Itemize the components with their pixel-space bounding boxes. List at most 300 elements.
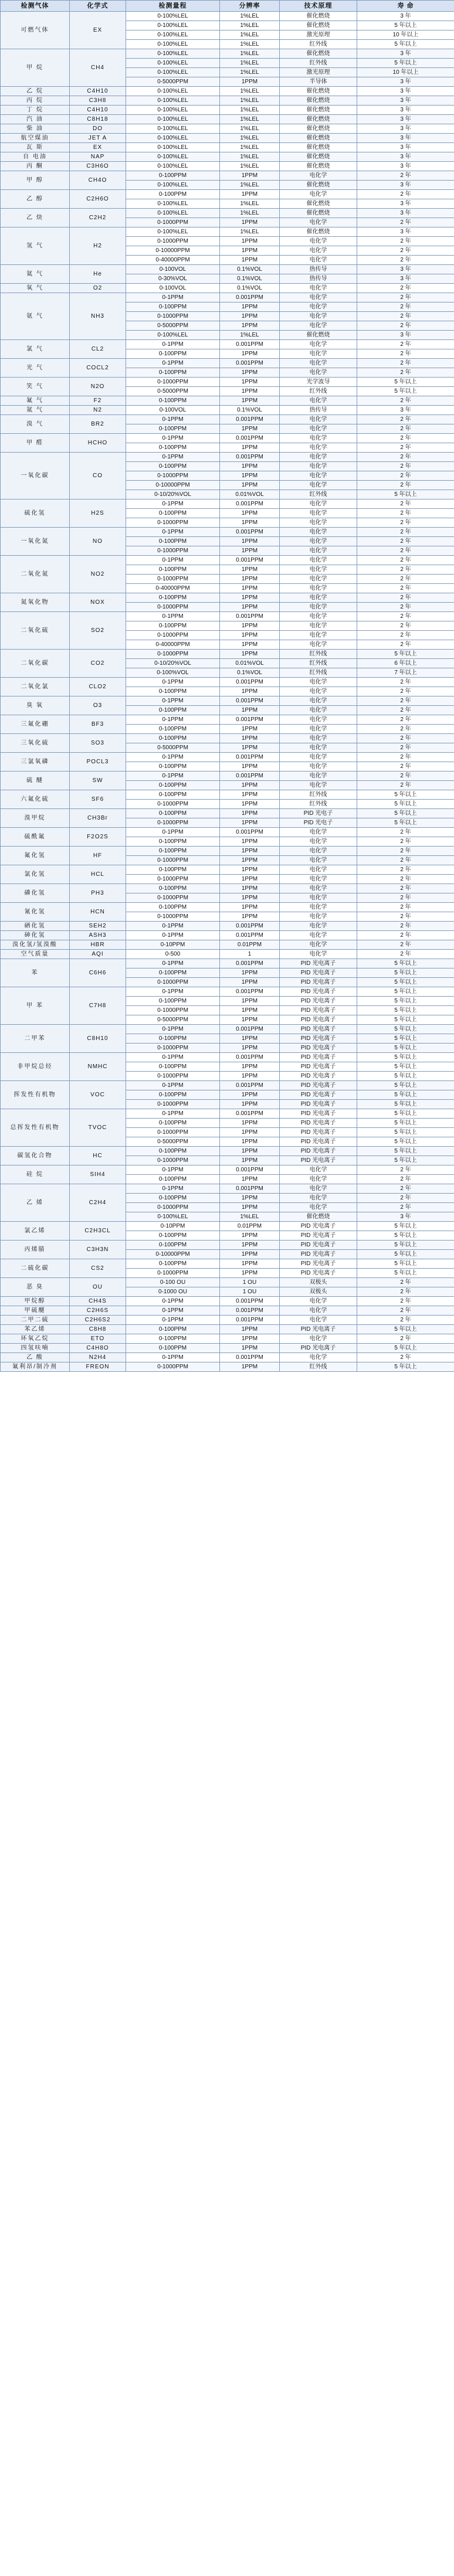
- table-row: [1, 950, 454, 959]
- cell-formula: C2H2: [70, 209, 126, 227]
- cell-lifetime: 5 年以上: [357, 490, 454, 499]
- cell-technology: 催化燃烧: [280, 21, 357, 30]
- cell-technology: 电化学: [280, 1306, 357, 1316]
- cell-resolution: 1PPM: [220, 537, 280, 546]
- cell-resolution: 1PPM: [220, 1147, 280, 1156]
- cell-technology: 电化学: [280, 237, 357, 246]
- cell-technology: 催化燃烧: [280, 199, 357, 209]
- cell-range: 0-100PPM: [126, 303, 220, 312]
- cell-formula: C2H6S: [70, 1306, 126, 1316]
- cell-technology: PID 光电离子: [280, 1137, 357, 1147]
- cell-range: 0-1000PPM: [126, 1362, 220, 1372]
- cell-range: 0-100PPM: [126, 621, 220, 631]
- cell-resolution: 1PPM: [220, 631, 280, 640]
- cell-technology: PID 光电离子: [280, 1344, 357, 1353]
- cell-gas-name: 溴 气: [1, 415, 70, 434]
- cell-resolution: 0.001PPM: [220, 340, 280, 349]
- cell-gas-name: 航空煤油: [1, 134, 70, 143]
- cell-resolution: 1PPM: [220, 349, 280, 359]
- cell-technology: 催化燃烧: [280, 124, 357, 134]
- cell-resolution: 1PPM: [220, 171, 280, 181]
- cell-range: 0-10/20%VOL: [126, 490, 220, 499]
- cell-gas-name: 可燃气体: [1, 12, 70, 49]
- table-row: [1, 847, 454, 856]
- cell-lifetime: 2 年: [357, 1175, 454, 1184]
- cell-lifetime: 2 年: [357, 575, 454, 584]
- cell-formula: BF3: [70, 715, 126, 734]
- cell-resolution: 0.001PPM: [220, 293, 280, 303]
- cell-technology: 红外线: [280, 650, 357, 659]
- cell-range: 0-1PPM: [126, 696, 220, 706]
- cell-lifetime: 3 年: [357, 96, 454, 106]
- cell-lifetime: 5 年以上: [357, 21, 454, 30]
- cell-technology: 电化学: [280, 922, 357, 931]
- cell-gas-name: 砷化氢: [1, 931, 70, 940]
- cell-resolution: 0.001PPM: [220, 499, 280, 509]
- cell-range: 0-1PPM: [126, 987, 220, 997]
- cell-lifetime: 2 年: [357, 772, 454, 781]
- cell-lifetime: 2 年: [357, 940, 454, 950]
- cell-range: 0-100%LEL: [126, 12, 220, 21]
- table-row: [1, 378, 454, 387]
- cell-resolution: 0.001PPM: [220, 987, 280, 997]
- cell-technology: 电化学: [280, 1175, 357, 1184]
- cell-resolution: 1PPM: [220, 762, 280, 772]
- cell-lifetime: 3 年: [357, 227, 454, 237]
- cell-resolution: 0.001PPM: [220, 1165, 280, 1175]
- cell-range: 0-100PPM: [126, 1119, 220, 1128]
- table-row: [1, 959, 454, 968]
- cell-lifetime: 2 年: [357, 687, 454, 696]
- cell-technology: PID 光电离子: [280, 968, 357, 978]
- cell-range: 0-1PPM: [126, 828, 220, 837]
- cell-range: 0-1000PPM: [126, 378, 220, 387]
- cell-resolution: 1PPM: [220, 518, 280, 528]
- cell-lifetime: 2 年: [357, 640, 454, 650]
- table-row: [1, 903, 454, 912]
- cell-range: 0-100PPM: [126, 1325, 220, 1334]
- cell-formula: CLO2: [70, 678, 126, 696]
- table-row: [1, 940, 454, 950]
- cell-gas-name: 苯: [1, 959, 70, 987]
- cell-range: 0-100PPM: [126, 171, 220, 181]
- cell-technology: 电化学: [280, 940, 357, 950]
- cell-resolution: 0.001PPM: [220, 528, 280, 537]
- cell-lifetime: 5 年以上: [357, 959, 454, 968]
- cell-lifetime: 2 年: [357, 593, 454, 603]
- cell-range: 0-1000PPM: [126, 912, 220, 922]
- table-row: [1, 1025, 454, 1034]
- cell-technology: 电化学: [280, 781, 357, 790]
- cell-lifetime: 5 年以上: [357, 1137, 454, 1147]
- cell-range: 0-100%LEL: [126, 87, 220, 96]
- cell-formula: SEH2: [70, 922, 126, 931]
- cell-gas-name: 乙 烯: [1, 1184, 70, 1222]
- cell-formula: N2O: [70, 378, 126, 396]
- cell-lifetime: 2 年: [357, 171, 454, 181]
- cell-resolution: 1PPM: [220, 884, 280, 893]
- cell-resolution: 0.1%VOL: [220, 406, 280, 415]
- cell-gas-name: 六氟化硫: [1, 790, 70, 809]
- cell-technology: 双极头: [280, 1287, 357, 1297]
- table-row: [1, 124, 454, 134]
- cell-range: 0-1000 OU: [126, 1287, 220, 1297]
- cell-gas-name: 氟 气: [1, 396, 70, 406]
- cell-resolution: 1PPM: [220, 809, 280, 818]
- cell-lifetime: 5 年以上: [357, 40, 454, 49]
- cell-formula: HF: [70, 847, 126, 865]
- cell-gas-name: 甲硫醚: [1, 1306, 70, 1316]
- cell-range: 0-1000PPM: [126, 1128, 220, 1137]
- cell-resolution: 1%LEL: [220, 12, 280, 21]
- cell-resolution: 1PPM: [220, 790, 280, 800]
- cell-gas-name: 硫酰氟: [1, 828, 70, 847]
- cell-resolution: 0.001PPM: [220, 1109, 280, 1119]
- cell-formula: C3H8: [70, 96, 126, 106]
- cell-lifetime: 2 年: [357, 865, 454, 875]
- cell-resolution: 1PPM: [220, 912, 280, 922]
- cell-technology: 电化学: [280, 678, 357, 687]
- cell-resolution: 1PPM: [220, 1072, 280, 1081]
- cell-formula: He: [70, 265, 126, 284]
- cell-lifetime: 2 年: [357, 537, 454, 546]
- table-row: [1, 715, 454, 725]
- cell-lifetime: 5 年以上: [357, 1344, 454, 1353]
- cell-technology: 电化学: [280, 734, 357, 743]
- cell-resolution: 1PPM: [220, 378, 280, 387]
- cell-formula: CH4S: [70, 1297, 126, 1306]
- cell-lifetime: 2 年: [357, 256, 454, 265]
- cell-formula: N2: [70, 406, 126, 415]
- cell-range: 0-100%LEL: [126, 209, 220, 218]
- cell-range: 0-100PPM: [126, 565, 220, 575]
- cell-gas-name: 溴甲烷: [1, 809, 70, 828]
- header-formula: 化学式: [70, 1, 126, 12]
- cell-resolution: 0.1%VOL: [220, 274, 280, 284]
- cell-lifetime: 2 年: [357, 349, 454, 359]
- cell-technology: 电化学: [280, 190, 357, 199]
- cell-gas-name: 二氧化氯: [1, 678, 70, 696]
- cell-gas-name: 甲 醛: [1, 434, 70, 453]
- cell-technology: PID 光电离子: [280, 1128, 357, 1137]
- cell-range: 0-100PPM: [126, 1062, 220, 1072]
- cell-formula: DO: [70, 124, 126, 134]
- cell-lifetime: 2 年: [357, 312, 454, 321]
- cell-technology: 电化学: [280, 1203, 357, 1212]
- cell-formula: C2H3CL: [70, 1222, 126, 1241]
- cell-lifetime: 2 年: [357, 499, 454, 509]
- cell-lifetime: 2 年: [357, 565, 454, 575]
- cell-lifetime: 5 年以上: [357, 1231, 454, 1241]
- cell-technology: 电化学: [280, 875, 357, 884]
- cell-range: 0-40000PPM: [126, 256, 220, 265]
- cell-formula: CO2: [70, 650, 126, 678]
- header-resolution: 分辨率: [220, 1, 280, 12]
- cell-technology: 电化学: [280, 772, 357, 781]
- cell-formula: CL2: [70, 340, 126, 359]
- cell-technology: 催化燃烧: [280, 209, 357, 218]
- cell-gas-name: 丁 烷: [1, 106, 70, 115]
- cell-lifetime: 5 年以上: [357, 997, 454, 1006]
- cell-resolution: 1%LEL: [220, 87, 280, 96]
- cell-formula: C4H8O: [70, 1344, 126, 1353]
- cell-lifetime: 3 年: [357, 87, 454, 96]
- cell-resolution: 1PPM: [220, 443, 280, 453]
- cell-range: 0-1PPM: [126, 678, 220, 687]
- cell-range: 0-1PPM: [126, 415, 220, 424]
- cell-resolution: 1%LEL: [220, 106, 280, 115]
- cell-gas-name: 氢 气: [1, 227, 70, 265]
- cell-lifetime: 3 年: [357, 162, 454, 171]
- cell-lifetime: 3 年: [357, 331, 454, 340]
- cell-resolution: 1PPM: [220, 865, 280, 875]
- cell-range: 0-10000PPM: [126, 1250, 220, 1259]
- cell-range: 0-40000PPM: [126, 640, 220, 650]
- cell-technology: 电化学: [280, 640, 357, 650]
- cell-range: 0-100%LEL: [126, 59, 220, 68]
- cell-lifetime: 2 年: [357, 462, 454, 471]
- cell-resolution: 1PPM: [220, 1044, 280, 1053]
- cell-lifetime: 2 年: [357, 396, 454, 406]
- cell-resolution: 1PPM: [220, 687, 280, 696]
- cell-formula: C3H6O: [70, 162, 126, 171]
- cell-lifetime: 3 年: [357, 77, 454, 87]
- cell-resolution: 1PPM: [220, 1325, 280, 1334]
- cell-formula: C8H10: [70, 1025, 126, 1053]
- cell-resolution: 1PPM: [220, 978, 280, 987]
- cell-technology: 电化学: [280, 603, 357, 612]
- cell-range: 0-100PPM: [126, 734, 220, 743]
- cell-technology: 电化学: [280, 903, 357, 912]
- cell-resolution: 1PPM: [220, 77, 280, 87]
- table-row: [1, 1222, 454, 1231]
- cell-gas-name: 甲 醇: [1, 171, 70, 190]
- cell-resolution: 1%LEL: [220, 162, 280, 171]
- cell-lifetime: 2 年: [357, 1297, 454, 1306]
- cell-formula: F2: [70, 396, 126, 406]
- cell-technology: PID 光电离子: [280, 1325, 357, 1334]
- table-row: [1, 828, 454, 837]
- cell-resolution: 0.001PPM: [220, 1081, 280, 1090]
- cell-lifetime: 2 年: [357, 237, 454, 246]
- cell-technology: 催化燃烧: [280, 331, 357, 340]
- cell-resolution: 1PPM: [220, 1100, 280, 1109]
- cell-formula: SO3: [70, 734, 126, 753]
- cell-gas-name: 二甲苯: [1, 1025, 70, 1053]
- cell-technology: 电化学: [280, 518, 357, 528]
- cell-lifetime: 3 年: [357, 209, 454, 218]
- cell-range: 0-5000PPM: [126, 743, 220, 753]
- cell-technology: PID 光电离子: [280, 1006, 357, 1015]
- cell-resolution: 1PPM: [220, 546, 280, 556]
- cell-resolution: 1PPM: [220, 424, 280, 434]
- cell-lifetime: 2 年: [357, 528, 454, 537]
- cell-lifetime: 5 年以上: [357, 1362, 454, 1372]
- cell-lifetime: 2 年: [357, 303, 454, 312]
- cell-resolution: 0.001PPM: [220, 696, 280, 706]
- cell-resolution: 0.1%VOL: [220, 284, 280, 293]
- cell-range: 0-100PPM: [126, 903, 220, 912]
- table-row: [1, 1334, 454, 1344]
- cell-resolution: 1PPM: [220, 856, 280, 865]
- cell-lifetime: 2 年: [357, 734, 454, 743]
- cell-formula: VOC: [70, 1081, 126, 1109]
- cell-lifetime: 5 年以上: [357, 1147, 454, 1156]
- cell-technology: PID 光电离子: [280, 1053, 357, 1062]
- table-row: [1, 931, 454, 940]
- cell-resolution: 1%LEL: [220, 331, 280, 340]
- cell-lifetime: 5 年以上: [357, 1053, 454, 1062]
- cell-technology: PID 光电离子: [280, 1072, 357, 1081]
- cell-resolution: 0.01PPM: [220, 940, 280, 950]
- cell-resolution: 1PPM: [220, 481, 280, 490]
- cell-range: 0-100PPM: [126, 997, 220, 1006]
- cell-resolution: 1PPM: [220, 650, 280, 659]
- cell-technology: PID 光电离子: [280, 987, 357, 997]
- cell-technology: PID 光电离子: [280, 1062, 357, 1072]
- table-row: [1, 87, 454, 96]
- cell-technology: 催化燃烧: [280, 106, 357, 115]
- cell-resolution: 1PPM: [220, 706, 280, 715]
- cell-technology: 电化学: [280, 1353, 357, 1362]
- cell-resolution: 1PPM: [220, 303, 280, 312]
- cell-technology: PID 光电离子: [280, 1109, 357, 1119]
- cell-resolution: 1PPM: [220, 621, 280, 631]
- cell-technology: 电化学: [280, 828, 357, 837]
- header-technology: 技术原理: [280, 1, 357, 12]
- cell-formula: ASH3: [70, 931, 126, 940]
- cell-range: 0-1PPM: [126, 1053, 220, 1062]
- cell-gas-name: 甲烷醇: [1, 1297, 70, 1306]
- cell-range: 0-100%LEL: [126, 68, 220, 77]
- cell-range: 0-100PPM: [126, 1334, 220, 1344]
- cell-formula: CH4: [70, 49, 126, 87]
- cell-range: 0-500: [126, 950, 220, 959]
- cell-resolution: 1PPM: [220, 321, 280, 331]
- cell-resolution: 1PPM: [220, 368, 280, 378]
- cell-lifetime: 2 年: [357, 368, 454, 378]
- cell-formula: C8H8: [70, 1325, 126, 1334]
- table-row: [1, 499, 454, 509]
- cell-lifetime: 3 年: [357, 49, 454, 59]
- cell-resolution: 1PPM: [220, 1194, 280, 1203]
- cell-resolution: 1PPM: [220, 509, 280, 518]
- cell-resolution: 0.001PPM: [220, 1306, 280, 1316]
- cell-range: 0-100PPM: [126, 537, 220, 546]
- cell-gas-name: 氮氧化物: [1, 593, 70, 612]
- cell-resolution: 0.001PPM: [220, 359, 280, 368]
- cell-lifetime: 2 年: [357, 753, 454, 762]
- cell-lifetime: 2 年: [357, 725, 454, 734]
- cell-resolution: 0.001PPM: [220, 556, 280, 565]
- cell-lifetime: 5 年以上: [357, 968, 454, 978]
- cell-range: 0-1PPM: [126, 1353, 220, 1362]
- cell-range: 0-10PPM: [126, 1222, 220, 1231]
- cell-lifetime: 5 年以上: [357, 59, 454, 68]
- cell-technology: 电化学: [280, 837, 357, 847]
- cell-lifetime: 2 年: [357, 884, 454, 893]
- cell-technology: 电化学: [280, 471, 357, 481]
- table-row: [1, 1053, 454, 1062]
- cell-technology: 光学波导: [280, 378, 357, 387]
- cell-range: 0-1000PPM: [126, 1269, 220, 1278]
- cell-lifetime: 2 年: [357, 546, 454, 556]
- cell-range: 0-100PPM: [126, 349, 220, 359]
- cell-range: 0-100VOL: [126, 406, 220, 415]
- cell-formula: NAP: [70, 152, 126, 162]
- cell-gas-name: 乙 烷: [1, 87, 70, 96]
- cell-gas-name: 二氧化硫: [1, 612, 70, 650]
- cell-resolution: 1%LEL: [220, 227, 280, 237]
- cell-resolution: 1PPM: [220, 312, 280, 321]
- cell-gas-name: 氦 气: [1, 265, 70, 284]
- cell-technology: 催化燃烧: [280, 96, 357, 106]
- table-row: [1, 753, 454, 762]
- cell-range: 0-1000PPM: [126, 1072, 220, 1081]
- table-row: [1, 96, 454, 106]
- cell-lifetime: 5 年以上: [357, 818, 454, 828]
- cell-technology: PID 光电离子: [280, 1259, 357, 1269]
- cell-lifetime: 3 年: [357, 12, 454, 21]
- cell-technology: 电化学: [280, 546, 357, 556]
- cell-range: 0-1000PPM: [126, 818, 220, 828]
- cell-technology: 催化燃烧: [280, 134, 357, 143]
- cell-range: 0-40000PPM: [126, 584, 220, 593]
- cell-technology: 电化学: [280, 368, 357, 378]
- cell-resolution: 0.001PPM: [220, 1184, 280, 1194]
- cell-lifetime: 2 年: [357, 1334, 454, 1344]
- cell-technology: 电化学: [280, 621, 357, 631]
- cell-range: 0-5000PPM: [126, 1015, 220, 1025]
- cell-technology: PID 光电离子: [280, 1250, 357, 1259]
- cell-resolution: 1PPM: [220, 1156, 280, 1165]
- cell-technology: 电化学: [280, 565, 357, 575]
- cell-lifetime: 2 年: [357, 603, 454, 612]
- table-row: [1, 134, 454, 143]
- cell-range: 0-100VOL: [126, 284, 220, 293]
- cell-range: 0-1PPM: [126, 715, 220, 725]
- table-row: [1, 884, 454, 893]
- cell-technology: 催化燃烧: [280, 143, 357, 152]
- cell-lifetime: 5 年以上: [357, 1325, 454, 1334]
- cell-lifetime: 2 年: [357, 284, 454, 293]
- table-row: [1, 790, 454, 800]
- cell-resolution: 1%LEL: [220, 21, 280, 30]
- cell-gas-name: 自 电油: [1, 152, 70, 162]
- cell-lifetime: 2 年: [357, 715, 454, 725]
- cell-technology: 电化学: [280, 424, 357, 434]
- cell-lifetime: 5 年以上: [357, 1241, 454, 1250]
- cell-range: 0-100%LEL: [126, 49, 220, 59]
- cell-resolution: 1PPM: [220, 1344, 280, 1353]
- cell-resolution: 1PPM: [220, 1128, 280, 1137]
- cell-gas-name: 硫 醚: [1, 772, 70, 790]
- cell-lifetime: 2 年: [357, 424, 454, 434]
- cell-range: 0-100PPM: [126, 424, 220, 434]
- cell-technology: 红外线: [280, 387, 357, 396]
- cell-range: 0-1PPM: [126, 499, 220, 509]
- cell-formula: EX: [70, 12, 126, 49]
- cell-resolution: 1PPM: [220, 847, 280, 856]
- cell-range: 0-100%LEL: [126, 115, 220, 124]
- cell-resolution: 1PPM: [220, 1241, 280, 1250]
- cell-range: 0-100 OU: [126, 1278, 220, 1287]
- cell-technology: 电化学: [280, 1194, 357, 1203]
- cell-formula: CH3Br: [70, 809, 126, 828]
- cell-formula: O3: [70, 696, 126, 715]
- cell-lifetime: 5 年以上: [357, 1090, 454, 1100]
- table-row: [1, 1344, 454, 1353]
